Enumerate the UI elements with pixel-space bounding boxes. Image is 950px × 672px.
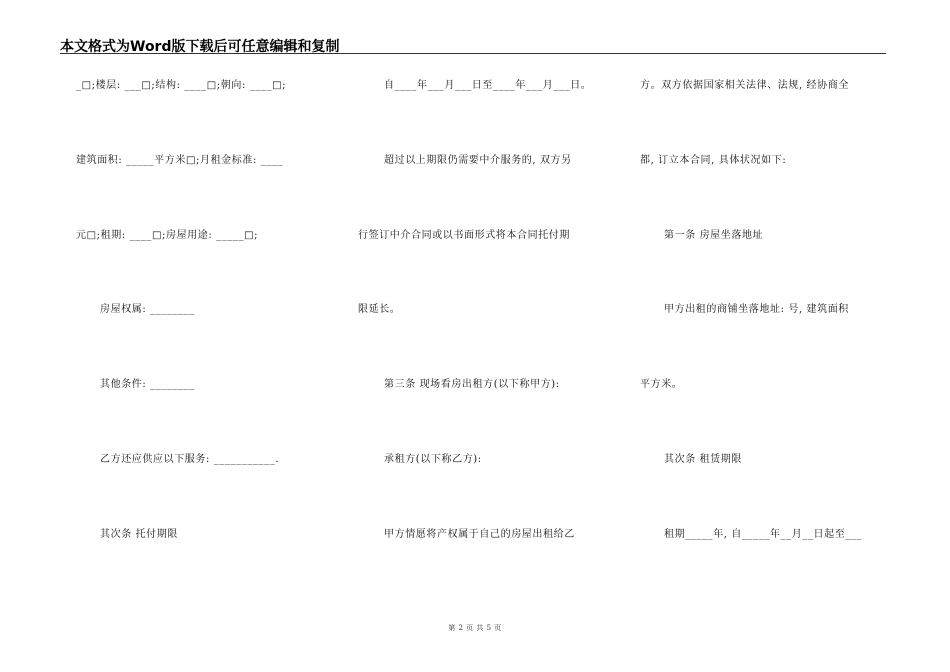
text-column-left bbox=[76, 0, 338, 672]
text-line: 承租方(以下称乙方): bbox=[384, 454, 482, 465]
text-line: 平方米。 bbox=[640, 379, 683, 390]
text-line: _□;楼层: ___□;结构: ____□;朝向: ____□; bbox=[76, 80, 287, 91]
section-heading: 第一条 房屋坐落地址 bbox=[664, 230, 764, 241]
section-heading: 第三条 现场看房出租方(以下称甲方): bbox=[384, 379, 560, 390]
text-line: 自____年___月___日至____年___月___日。 bbox=[384, 80, 592, 91]
text-line: 房屋权属: ________ bbox=[100, 304, 195, 315]
text-line: 乙方还应供应以下服务: ___________. bbox=[100, 454, 280, 465]
text-line: 甲方情愿将产权属于自己的房屋出租给乙 bbox=[384, 529, 575, 540]
text-line: 建筑面积: _____平方米□;月租金标准: ____ bbox=[76, 155, 284, 166]
section-heading: 其次条 租赁期限 bbox=[664, 454, 742, 465]
text-line: 租期_____年, 自_____年__月__日起至___ bbox=[664, 529, 863, 540]
text-line: 超过以上期限仍需要中介服务的, 双方另 bbox=[384, 155, 572, 166]
text-line: 元□;租期: ____□;房屋用途: _____□; bbox=[76, 230, 259, 241]
document-header-title: 本文格式为Word版下载后可任意编辑和复制 bbox=[60, 39, 340, 55]
page-number-indicator: 第 2 页 共 5 页 bbox=[448, 624, 502, 632]
text-line: 都, 订立本合同, 具体状况如下: bbox=[640, 155, 787, 166]
text-line: 其他条件: ________ bbox=[100, 379, 195, 390]
text-column-right bbox=[640, 0, 890, 672]
section-heading: 其次条 托付期限 bbox=[100, 529, 178, 540]
text-column-middle bbox=[358, 0, 620, 672]
text-line: 方。双方依据国家相关法律、法规, 经协商全 bbox=[640, 80, 849, 91]
text-line: 行签订中介合同或以书面形式将本合同托付期 bbox=[358, 230, 570, 241]
text-line: 限延长。 bbox=[358, 304, 401, 315]
text-line: 甲方出租的商铺坐落地址: 号, 建筑面积 bbox=[664, 304, 849, 315]
